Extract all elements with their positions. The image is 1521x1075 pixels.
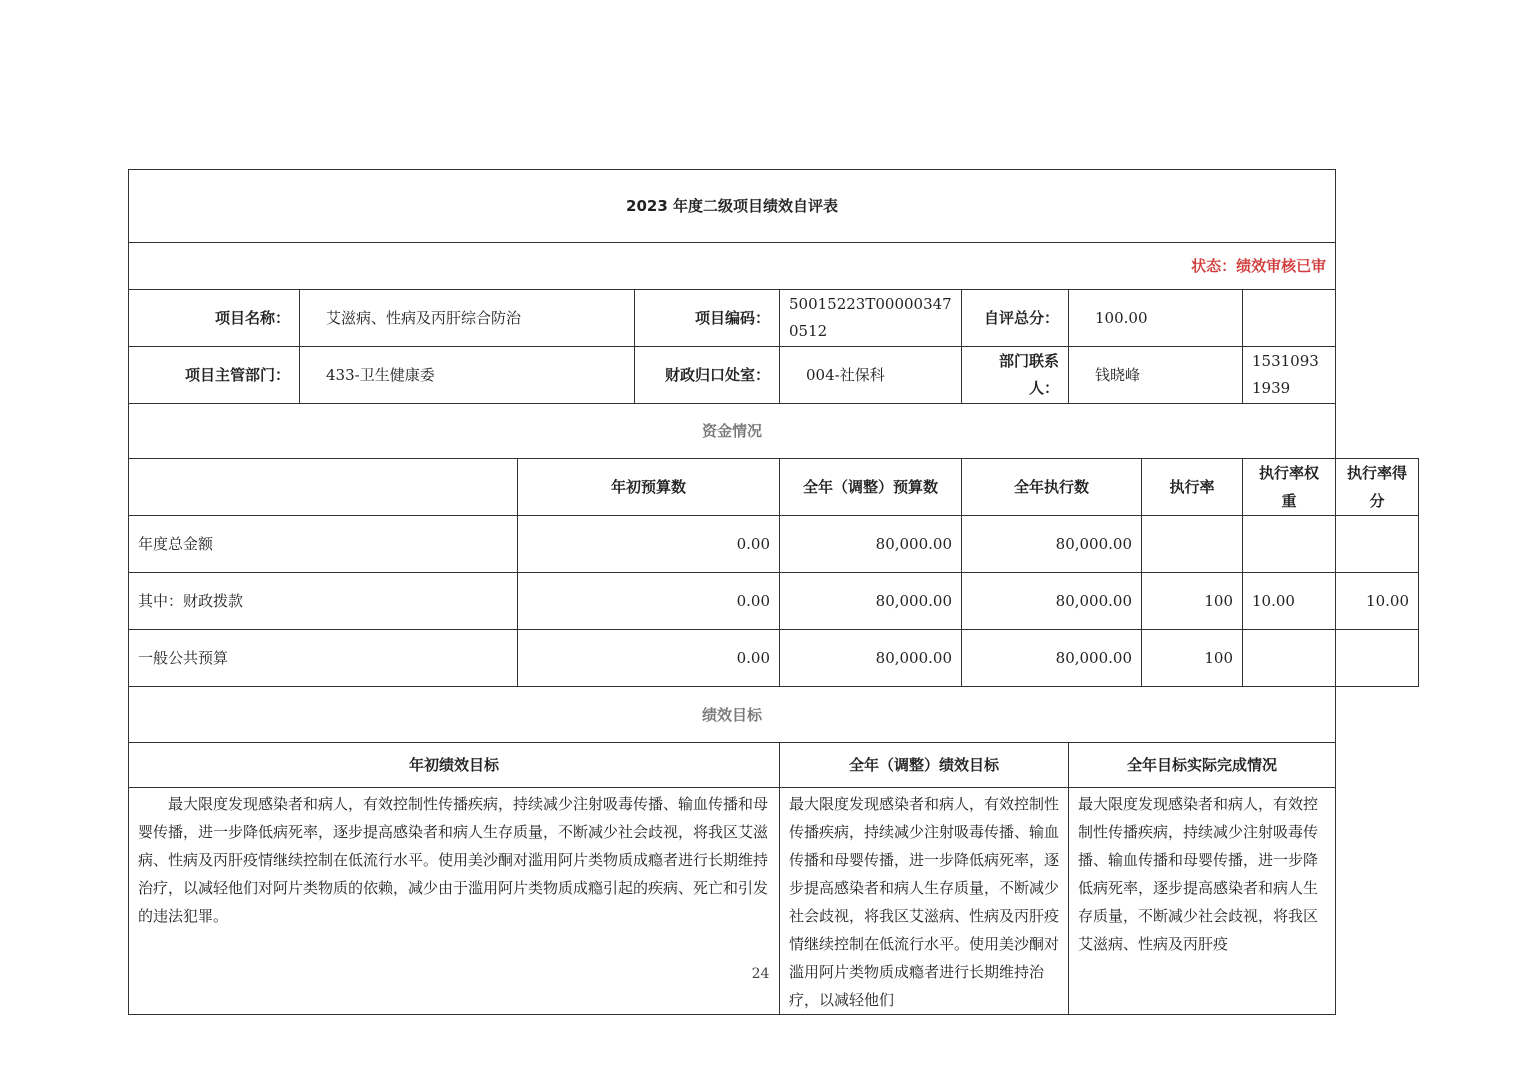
goal-actual-text: 最大限度发现感染者和病人，有效控制性传播疾病，持续减少注射吸毒传播、输血传播和母婴传播，进一步降低病死率，逐步提高感染者和病人生存质量，不断减少社会歧视，将我区艾滋病、性病及丙肝疫: [1069, 788, 1336, 1015]
page-title: 2023 年度二级项目绩效自评表: [129, 170, 1336, 243]
goal-initial-text: 最大限度发现感染者和病人，有效控制性传播疾病，持续减少注射吸毒传播、输血传播和母婴传播，进一步降低病死率，逐步提高感染者和病人生存质量，不断减少社会歧视，将我区艾滋病、性病及丙肝疫情继续控制在低流行水平。使用美沙酮对滥用阿片类物质成瘾者进行长期维持治疗，以减轻他们对阿片类物质的依赖，减少由于滥用阿片类物质成瘾引起的疾病、死亡和引发的违法犯罪。: [129, 788, 780, 1015]
goals-header-initial: 年初绩效目标: [129, 743, 780, 788]
table-row: [129, 630, 1419, 687]
goals-header-adjusted: 全年（调整）绩效目标: [780, 743, 1069, 788]
funds-header-rate: 执行率: [1142, 459, 1243, 516]
row-executed: 80,000.00: [962, 573, 1142, 630]
row-name: 其中：财政拨款: [129, 573, 518, 630]
row-initial: 0.00: [518, 516, 780, 573]
funds-header-blank: [129, 459, 518, 516]
funds-header-initial: 年初预算数: [518, 459, 780, 516]
funds-section-title: 资金情况: [129, 404, 1336, 459]
empty-cell: [1243, 290, 1336, 347]
row-name: 年度总金额: [129, 516, 518, 573]
row-name: 一般公共预算: [129, 630, 518, 687]
row-adjusted: 80,000.00: [780, 516, 962, 573]
project-code-value: 50015223T000003470512: [780, 290, 962, 347]
project-name-value: 艾滋病、性病及丙肝综合防治: [300, 290, 635, 347]
dept-label: 项目主管部门：: [129, 347, 300, 404]
funds-header-weight: 执行率权重: [1243, 459, 1336, 516]
goals-header-actual: 全年目标实际完成情况: [1069, 743, 1336, 788]
page-number: 24: [751, 966, 770, 982]
contact-label: 部门联系人：: [962, 347, 1069, 404]
row-executed: 80,000.00: [962, 630, 1142, 687]
project-code-label: 项目编码：: [635, 290, 780, 347]
funds-header-executed: 全年执行数: [962, 459, 1142, 516]
status-badge: 状态：绩效审核已审: [129, 243, 1336, 290]
row-rate: 100: [1142, 630, 1243, 687]
row-score: [1336, 630, 1419, 687]
self-score-label: 自评总分：: [962, 290, 1069, 347]
row-adjusted: 80,000.00: [780, 630, 962, 687]
goals-section-title: 绩效目标: [129, 687, 1336, 743]
row-adjusted: 80,000.00: [780, 573, 962, 630]
row-weight: [1243, 630, 1336, 687]
table-row: [129, 573, 1419, 630]
project-name-label: 项目名称：: [129, 290, 300, 347]
finance-office-label: 财政归口处室：: [635, 347, 780, 404]
dept-value: 433-卫生健康委: [300, 347, 635, 404]
row-weight: 10.00: [1243, 573, 1336, 630]
finance-office-value: 004-社保科: [780, 347, 962, 404]
contact-value: 钱晓峰: [1069, 347, 1243, 404]
goal-adjusted-text: 最大限度发现感染者和病人，有效控制性传播疾病，持续减少注射吸毒传播、输血传播和母婴传播，进一步降低病死率，逐步提高感染者和病人生存质量，不断减少社会歧视，将我区艾滋病、性病及丙肝疫情继续控制在低流行水平。使用美沙酮对滥用阿片类物质成瘾者进行长期维持治疗，以减轻他们: [780, 788, 1069, 1015]
row-initial: 0.00: [518, 573, 780, 630]
row-score: [1336, 516, 1419, 573]
row-executed: 80,000.00: [962, 516, 1142, 573]
table-row: [129, 516, 1419, 573]
funds-header-adjusted: 全年（调整）预算数: [780, 459, 962, 516]
row-weight: [1243, 516, 1336, 573]
self-score-value: 100.00: [1069, 290, 1243, 347]
row-rate: 100: [1142, 573, 1243, 630]
row-rate: [1142, 516, 1243, 573]
row-score: 10.00: [1336, 573, 1419, 630]
performance-evaluation-table: [128, 169, 1419, 1015]
funds-header-score: 执行率得分: [1336, 459, 1419, 516]
phone-value: 15310931939: [1243, 347, 1336, 404]
row-initial: 0.00: [518, 630, 780, 687]
